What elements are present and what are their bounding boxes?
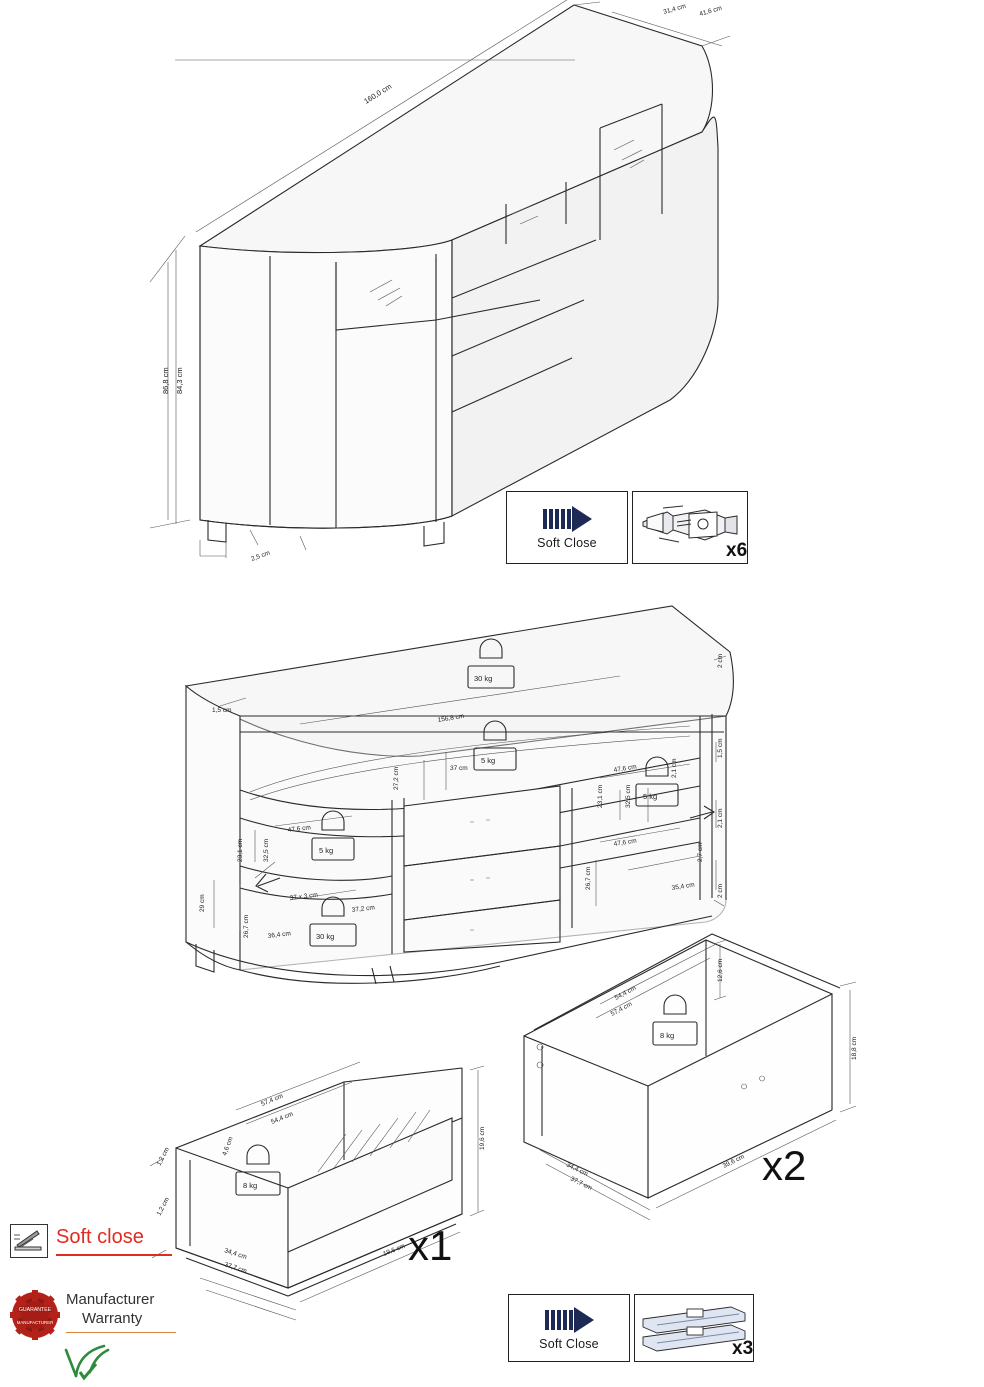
dim-12-s: 1,2 cm [155,1146,171,1167]
soft-close-arrow-icon-2 [545,1306,594,1334]
soft-close-slide-badge [508,1294,630,1362]
dim-314: 31,4 cm [662,2,687,16]
soft-close-damper-icon [10,1224,48,1258]
warranty-underline [66,1332,176,1333]
svg-text:5 kg: 5 kg [643,792,658,801]
dim-868: 86,8 cm [161,367,170,394]
dim-46-s: 4,6 cm [221,1135,235,1157]
dim-15b: 1,5 cm [717,738,724,758]
dim-344-s: 34,4 cm [223,1247,248,1262]
dim-37: 37 cm [450,765,468,772]
dim-574-s: 57,4 cm [260,1092,285,1108]
dim-377-l: 37,7 cm [569,1175,593,1192]
dim-196-s: 19,6 cm [479,1126,486,1150]
dim-foot: 2,5 cm [250,549,272,563]
dim-364: 36,4 cm [267,930,292,940]
soft-close-hinge-badge [506,491,628,564]
warranty-line-2: Warranty [82,1310,143,1327]
dim-37x3: 37 x 3 cm [289,891,319,902]
svg-text:GUARANTEE: GUARANTEE [18,1307,52,1313]
dim-126-l: 12,6 cm [717,958,724,982]
svg-text:8 kg: 8 kg [660,1031,675,1040]
dim-267-l: 26,7 cm [243,914,250,938]
manufacturer-warranty-logo [8,1288,208,1344]
dim-476-l: 47,6 cm [287,824,312,834]
svg-text:8 kg: 8 kg [243,1181,258,1190]
soft-close-logo [10,1222,190,1266]
dim-476-r: 47,6 cm [613,763,638,774]
dim-21b: 2,1 cm [717,808,724,828]
dim-843: 84,3 cm [175,367,184,394]
svg-text:5 kg: 5 kg [319,846,334,855]
dim-12b-s: 1,2 cm [155,1196,171,1217]
dim-29: 29 cm [199,894,206,912]
slide-quantity: x3 [732,1338,754,1359]
dim-396-l: 39,6 cm [721,1153,746,1170]
dim-267-r: 26,7 cm [585,866,592,890]
figure-main-unit [150,0,730,563]
dim-574-l: 57,4 cm [609,1000,634,1018]
dim-372: 37,2 cm [351,904,376,914]
drawer-large-quantity: x2 [762,1142,807,1189]
dim-344-l: 34,4 cm [565,1161,589,1178]
warranty-seal-icon [10,1290,60,1340]
dim-231-l: 23,1 cm [237,838,244,862]
dim-354: 35,4 cm [671,881,696,892]
dim-21: 2,1 cm [671,758,678,778]
svg-text:5 kg: 5 kg [481,756,496,765]
dim-188-l: 18,8 cm [851,1036,858,1060]
svg-text:30 kg: 30 kg [316,932,335,941]
dim-325-l: 32,5 cm [263,838,270,862]
dim-544-s: 54,4 cm [270,1110,295,1126]
warranty-line-1: Manufacturer [66,1291,155,1308]
figure-interior-unit [186,606,733,984]
dim-325-r: 32,5 cm [625,784,632,808]
dim-27: 2,7 cm [697,842,704,862]
dim-1568: 156,8 cm [437,712,465,724]
soft-close-label: Soft Close [537,536,597,550]
dim-544-l: 54,4 cm [613,984,638,1002]
soft-close-label-2: Soft Close [539,1336,599,1351]
soft-close-logo-text: Soft close [56,1226,144,1248]
dim-476-r2: 47,6 cm [613,837,638,848]
dim-272: 27,2 cm [393,766,400,790]
dim-416: 41,6 cm [698,4,723,18]
hinge-quantity: x6 [726,540,748,561]
dim-2cm: 2 cm [717,653,724,668]
dim-15: 1,5 cm [212,707,232,714]
pefc-tree-icon [60,1342,130,1382]
figure-drawer-small [150,1062,486,1320]
pefc-logo [60,1342,130,1382]
svg-text:MANUFACTURER: MANUFACTURER [16,1320,54,1325]
dim-160: 160,0 cm [362,81,394,106]
soft-close-underline [56,1254,172,1256]
dim-377-s: 37,7 cm [223,1261,248,1276]
drawer-small-quantity: x1 [408,1222,453,1269]
soft-close-arrow-icon [543,505,592,533]
dim-231-r: 23,1 cm [597,784,604,808]
svg-text:30 kg: 30 kg [474,674,493,683]
dim-2cm-b: 2 cm [717,883,724,898]
figure-drawer-large [524,934,858,1220]
dim-196b-s: 19,6 cm [382,1242,407,1258]
